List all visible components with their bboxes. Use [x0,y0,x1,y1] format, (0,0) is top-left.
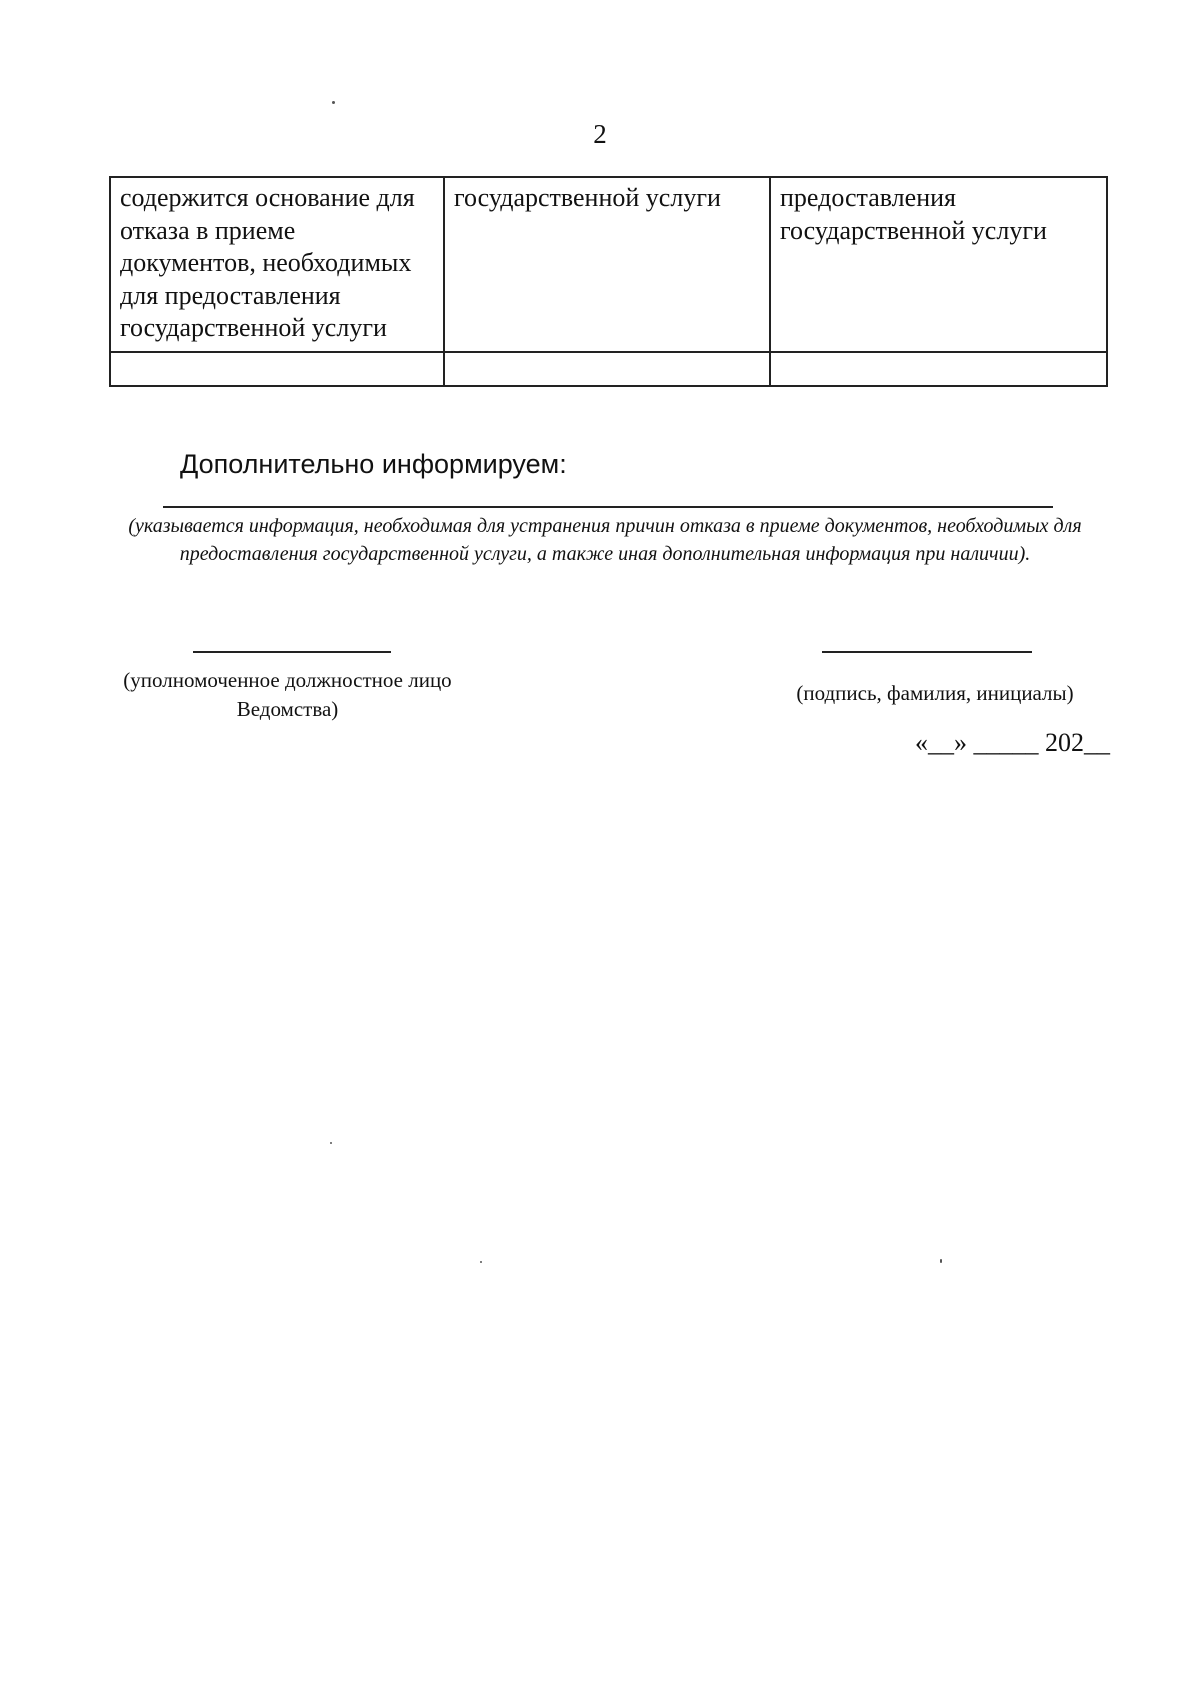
scan-speck [480,1261,482,1263]
scan-speck [332,101,335,104]
table-row [110,177,1107,352]
date-line: «__» _____ 202__ [915,728,1110,757]
official-label: (уполномоченное должностное лицо Ведомства) [123,668,452,721]
table-cell: государственной услуги [444,177,770,352]
additional-info-heading: Дополнительно информируем: [180,449,567,479]
scan-speck [940,1259,942,1263]
table-row [110,352,1107,386]
refusal-reasons-table [109,176,1108,387]
table-cell [110,352,444,386]
scan-speck [330,1142,332,1144]
additional-info-fill-line [163,506,1053,508]
signature-label: (подпись, фамилия, инициалы) [796,681,1074,705]
table-cell [444,352,770,386]
table-cell [770,352,1107,386]
signature-line [822,651,1032,653]
page-number: 2 [593,119,607,149]
table-cell: содержится основание для отказа в приеме документов, необходимых для предоставления государственной услуги [110,177,444,352]
table-cell: предоставления государственной услуги [770,177,1107,352]
official-signature-line [193,651,391,653]
additional-info-note: (указывается информация, необходимая для устранения причин отказа в приеме документов, необходимых для предоставления государственной услуги, а также иная дополнительная информация при наличии). [128,515,1082,565]
